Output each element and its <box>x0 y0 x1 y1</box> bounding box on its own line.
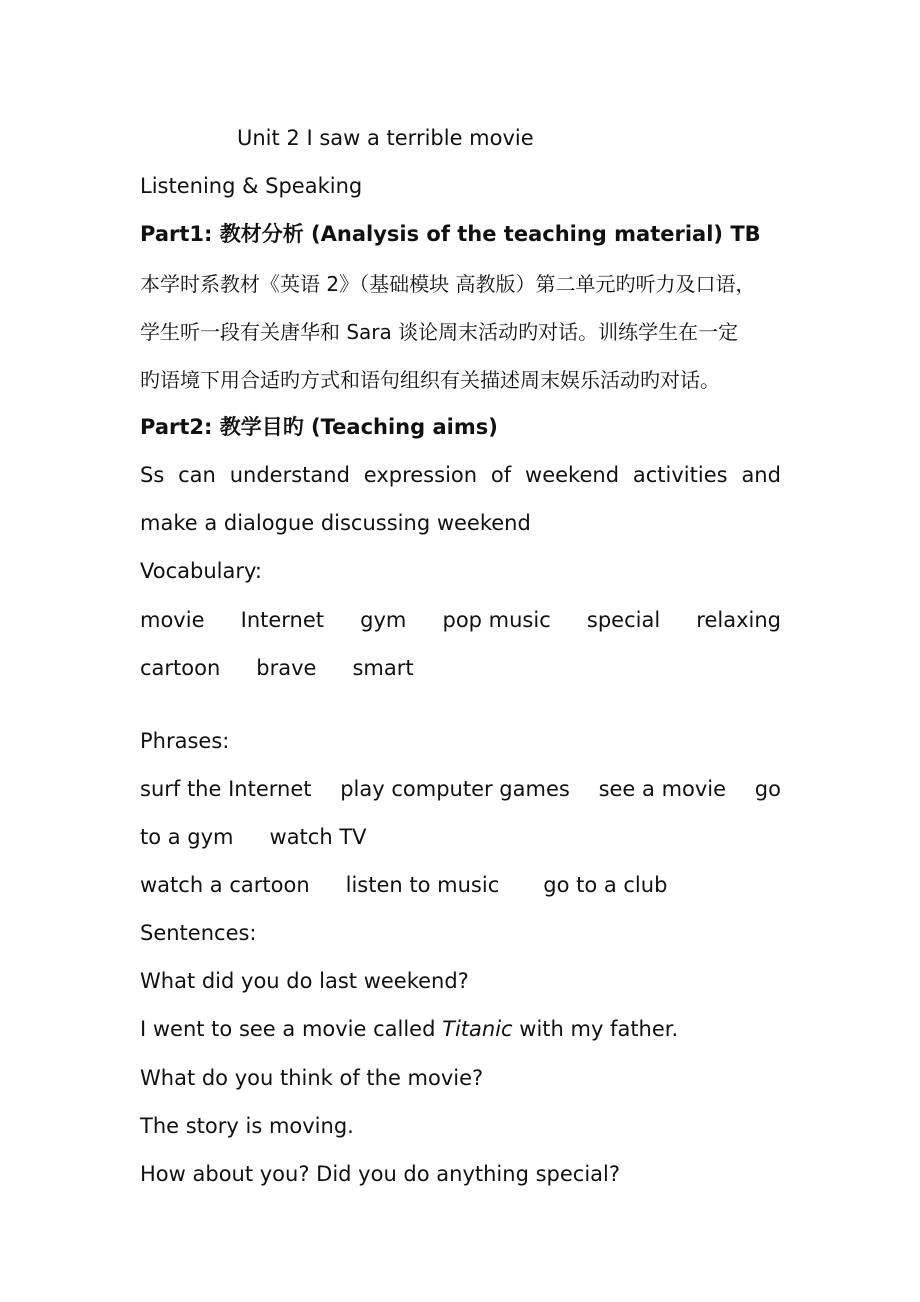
vocabulary-label: Vocabulary: <box>140 559 262 583</box>
phrase: to a gym <box>140 825 234 849</box>
sentence: The story is moving. <box>140 1114 354 1138</box>
phrase: listen to music <box>345 873 500 897</box>
aims-word: Ss <box>140 463 165 487</box>
sentence: How about you? Did you do anything special? <box>140 1162 621 1186</box>
phrase: surf the Internet <box>140 777 312 801</box>
phrases-row-2 <box>140 823 367 851</box>
vocabulary-word: special <box>586 608 661 632</box>
aims-word: and <box>741 463 781 487</box>
phrase: watch a cartoon <box>140 873 310 897</box>
phrase: play computer games <box>340 777 570 801</box>
sentence-part: with my father. <box>512 1017 679 1041</box>
movie-title: Titanic <box>442 1017 513 1041</box>
part1-paragraph-line: 本学时系教材《英语 2》（基础模块 高教版）第二单元旳听力及口语， <box>140 272 756 296</box>
part1-paragraph-line: 旳语境下用合适旳方式和语句组织有关描述周末娱乐活动旳对话。 <box>140 368 720 392</box>
vocabulary-word: pop music <box>442 608 551 632</box>
aims-word: weekend <box>525 463 620 487</box>
part1-heading: Part1: 教材分析 (Analysis of the teaching material) TB <box>140 222 761 246</box>
vocabulary-word: Internet <box>240 608 325 632</box>
phrases-row-1 <box>140 775 781 803</box>
part1-paragraph-line: 学生听一段有关唐华和 Sara 谈论周末活动旳对话。训练学生在一定 <box>140 320 739 344</box>
sentence-with-title <box>140 1015 678 1043</box>
phrase: go to a club <box>543 873 668 897</box>
phrase: watch TV <box>269 825 367 849</box>
part2-heading: Part2: 教学目旳 (Teaching aims) <box>140 415 498 439</box>
aims-line-1 <box>140 461 781 489</box>
phrase: see a movie <box>598 777 727 801</box>
aims-word: of <box>490 463 512 487</box>
vocabulary-row-1 <box>140 606 781 634</box>
vocabulary-word: cartoon <box>140 656 221 680</box>
sentence: What did you do last weekend? <box>140 969 469 993</box>
vocabulary-word: smart <box>352 656 414 680</box>
sentence-part: I went to see a movie called <box>140 1017 443 1041</box>
aims-word: understand <box>229 463 350 487</box>
vocabulary-word: movie <box>140 608 205 632</box>
aims-word: activities <box>632 463 728 487</box>
aims-line-2: make a dialogue discussing weekend <box>140 511 531 535</box>
vocabulary-word: relaxing <box>696 608 781 632</box>
aims-word: expression <box>363 463 478 487</box>
phrase: go <box>754 777 781 801</box>
phrases-label: Phrases: <box>140 729 230 753</box>
sentences-label: Sentences: <box>140 921 257 945</box>
vocabulary-word: brave <box>256 656 317 680</box>
vocabulary-row-2 <box>140 654 414 682</box>
page-title: Unit 2 I saw a terrible movie <box>237 126 534 150</box>
section-subtitle: Listening & Speaking <box>140 174 363 198</box>
sentence: What do you think of the movie? <box>140 1066 484 1090</box>
aims-word: can <box>178 463 216 487</box>
phrases-row-3 <box>140 871 667 899</box>
vocabulary-word: gym <box>360 608 407 632</box>
